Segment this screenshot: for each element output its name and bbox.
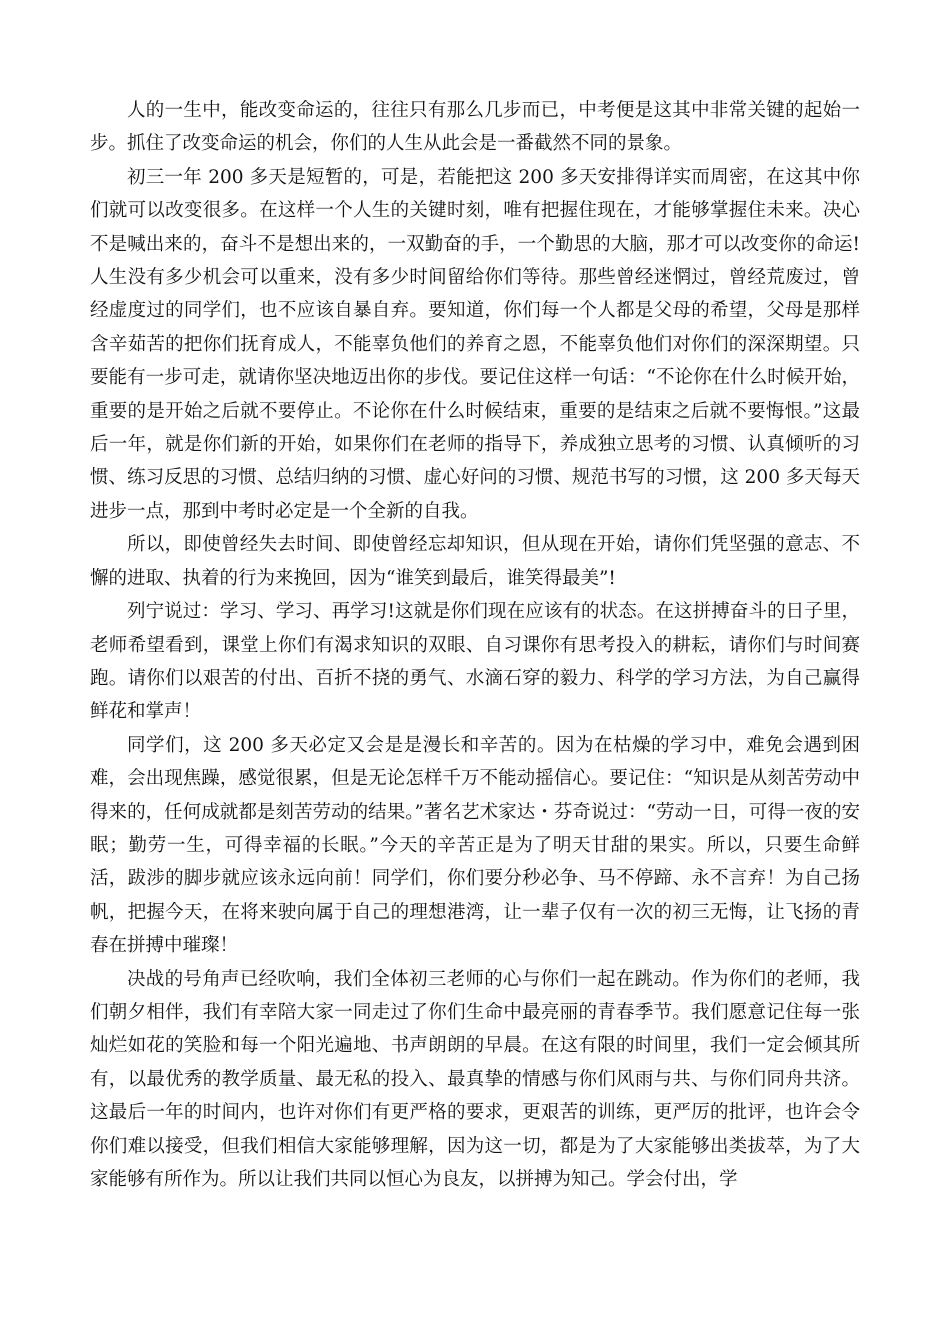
paragraph-6: 决战的号角声已经吹响，我们全体初三老师的心与你们一起在跳动。作为你们的老师，我们朝夕相伴，我们有幸陪大家一同走过了你们生命中最亮丽的青春季节。我们愿意记住每一张灿烂如花的笑脸和每一个阳光遍地、书声朗朗的早晨。在这有限的时间里，我们一定会倾其所有，以最优秀的教学质量、最无私的投入、最真挚的情感与你们风雨与共、与你们同舟共济。这最后一年的时间内，也许对你们有更严格的要求，更艰苦的训练，更严厉的批评，也许会令你们难以接受，但我们相信大家能够理解，因为这一切，都是为了大家能够出类拔萃，为了大家能够有所作为。所以让我们共同以恒心为良友，以拼搏为知己。学会付出，学 <box>90 968 860 1190</box>
paragraph-5: 同学们，这 200 多天必定又会是是漫长和辛苦的。因为在枯燥的学习中，难免会遇到困难，会出现焦躁，感觉很累，但是无论怎样千万不能动摇信心。要记住：“知识是从刻苦劳动中得来的，任何成就都是刻苦劳动的结果。”著名艺术家达・芬奇说过：“劳动一日，可得一夜的安眠；勤劳一生，可得幸福的长眠。”今天的辛苦正是为了明天甘甜的果实。所以，只要生命鲜活，跋涉的脚步就应该永远向前！同学们，你们要分秒必争、马不停蹄、永不言弃！为自己扬帆，把握今天，在将来驶向属于自己的理想港湾，让一辈子仅有一次的初三无悔，让飞扬的青春在拼搏中璀璨！ <box>90 734 860 957</box>
paragraph-3: 所以，即使曾经失去时间、即使曾经忘却知识，但从现在开始，请你们凭坚强的意志、不懈的进取、执着的行为来挽回，因为“谁笑到最后，谁笑得最美”! <box>90 534 860 589</box>
document-body <box>90 94 860 1196</box>
paragraph-1: 人的一生中，能改变命运的，往往只有那么几步而已，中考便是这其中非常关键的起始一步。抓住了改变命运的机会，你们的人生从此会是一番截然不同的景象。 <box>90 100 860 155</box>
paragraph-4: 列宁说过：学习、学习、再学习!这就是你们现在应该有的状态。在这拼搏奋斗的日子里，老师希望看到，课堂上你们有渴求知识的双眼、自习课你有思考投入的耕耘，请你们与时间赛跑。请你们以艰苦的付出、百折不挠的勇气、水滴石穿的毅力、科学的学习方法，为自己赢得鲜花和掌声！ <box>90 601 860 723</box>
paragraph-2: 初三一年 200 多天是短暂的，可是，若能把这 200 多天安排得详实而周密，在这其中你们就可以改变很多。在这样一个人生的关键时刻，唯有把握住现在，才能够掌握住未来。决心不是喊出来的，奋斗不是想出来的，一双勤奋的手，一个勤思的大脑，那才可以改变你的命运!人生没有多少机会可以重来，没有多少时间留给你们等待。那些曾经迷惘过，曾经荒废过，曾经虚度过的同学们，也不应该自暴自弃。要知道，你们每一个人都是父母的希望，父母是那样含辛茹苦的把你们抚育成人，不能辜负他们的养育之恩，不能辜负他们对你们的深深期望。只要能有一步可走，就请你坚决地迈出你的步伐。要记住这样一句话：“不论你在什么时候开始，重要的是开始之后就不要停止。不论你在什么时候结束，重要的是结束之后就不要悔恨。”这最后一年，就是你们新的开始，如果你们在老师的指导下，养成独立思考的习惯、认真倾听的习惯、练习反思的习惯、总结归纳的习惯、虚心好问的习惯、规范书写的习惯，这 200 多天每天进步一点，那到中考时必定是一个全新的自我。 <box>90 166 860 522</box>
